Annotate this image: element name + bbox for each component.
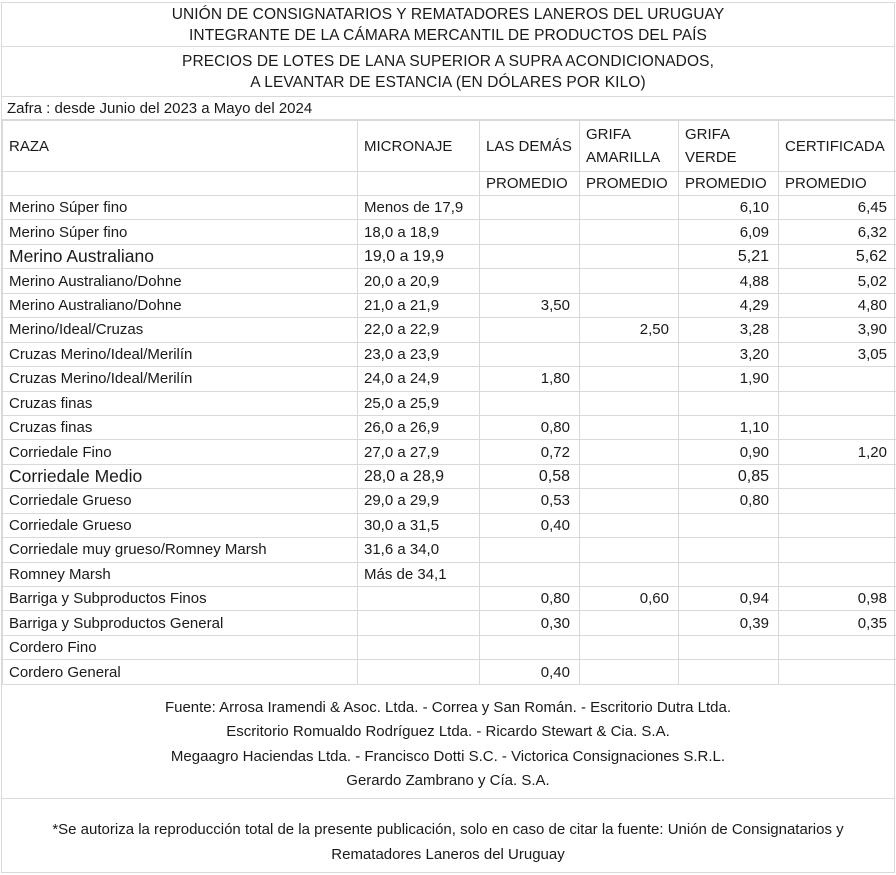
org-title-line2: INTEGRANTE DE LA CÁMARA MERCANTIL DE PRODUCTOS DEL PAÍS	[189, 26, 707, 44]
cell-raza: Corriedale Fino	[3, 440, 358, 464]
col-subheader-certificada: PROMEDIO	[779, 172, 896, 196]
cell-micronaje: 27,0 a 27,9	[358, 440, 480, 464]
cell-las_demas	[480, 220, 580, 244]
col-header-las_demas: LAS DEMÁS	[480, 121, 580, 172]
cell-grifa_amarilla	[580, 538, 679, 562]
table-row	[3, 660, 896, 684]
cell-grifa_amarilla	[580, 635, 679, 659]
table-row	[3, 196, 896, 220]
cell-certificada	[779, 367, 896, 391]
cell-raza: Cruzas finas	[3, 391, 358, 415]
cell-grifa_verde	[679, 513, 779, 537]
org-title-block	[2, 3, 894, 47]
cell-certificada: 4,80	[779, 293, 896, 317]
cell-raza: Corriedale Grueso	[3, 489, 358, 513]
cell-grifa_amarilla	[580, 293, 679, 317]
cell-certificada: 0,98	[779, 587, 896, 611]
cell-grifa_amarilla	[580, 367, 679, 391]
cell-grifa_amarilla	[580, 415, 679, 439]
cell-grifa_amarilla	[580, 342, 679, 366]
cell-micronaje	[358, 635, 480, 659]
cell-grifa_amarilla	[580, 196, 679, 220]
cell-grifa_verde: 3,28	[679, 318, 779, 342]
org-title-line1: UNIÓN DE CONSIGNATARIOS Y REMATADORES LANEROS DEL URUGUAY	[171, 5, 725, 23]
cell-las_demas	[480, 391, 580, 415]
cell-las_demas: 0,40	[480, 513, 580, 537]
cell-grifa_amarilla	[580, 489, 679, 513]
cell-certificada: 5,62	[779, 244, 896, 268]
col-header-grifa_amarilla: GRIFA AMARILLA	[580, 121, 679, 172]
col-subheader-raza	[3, 172, 358, 196]
cell-micronaje: 20,0 a 20,9	[358, 269, 480, 293]
cell-las_demas: 0,30	[480, 611, 580, 635]
table-row	[3, 318, 896, 342]
table-row	[3, 415, 896, 439]
col-subheader-grifa_verde: PROMEDIO	[679, 172, 779, 196]
cell-grifa_verde: 6,09	[679, 220, 779, 244]
cell-raza: Merino Súper fino	[3, 220, 358, 244]
cell-raza: Corriedale Medio	[3, 464, 358, 488]
cell-grifa_amarilla	[580, 464, 679, 488]
cell-raza: Barriga y Subproductos General	[3, 611, 358, 635]
cell-grifa_verde: 5,21	[679, 244, 779, 268]
fuente-line: Fuente: Arrosa Iramendi & Asoc. Ltda. - Correa y San Román. - Escritorio Dutra Ltda.	[164, 698, 732, 716]
cell-grifa_amarilla	[580, 440, 679, 464]
cell-micronaje: Más de 34,1	[358, 562, 480, 586]
table-row	[3, 538, 896, 562]
table-header-row	[3, 121, 896, 172]
cell-certificada	[779, 464, 896, 488]
cell-las_demas: 0,40	[480, 660, 580, 684]
cell-micronaje: 26,0 a 26,9	[358, 415, 480, 439]
cell-grifa_amarilla	[580, 562, 679, 586]
cell-micronaje: 21,0 a 21,9	[358, 293, 480, 317]
cell-grifa_verde: 0,90	[679, 440, 779, 464]
cell-las_demas	[480, 562, 580, 586]
report-title-line2: A LEVANTAR DE ESTANCIA (EN DÓLARES POR KILO)	[250, 73, 646, 91]
col-subheader-las_demas: PROMEDIO	[480, 172, 580, 196]
cell-certificada: 0,35	[779, 611, 896, 635]
fuente-line: Escritorio Romualdo Rodríguez Ltda. - Ricardo Stewart & Cia. S.A.	[226, 723, 670, 741]
cell-raza: Cordero General	[3, 660, 358, 684]
cell-micronaje: Menos de 17,9	[358, 196, 480, 220]
cell-grifa_verde: 4,88	[679, 269, 779, 293]
table-row	[3, 244, 896, 268]
table-row	[3, 464, 896, 488]
cell-certificada	[779, 538, 896, 562]
cell-grifa_verde: 3,20	[679, 342, 779, 366]
reproduction-note-line2: Rematadores Laneros del Uruguay	[331, 845, 565, 863]
cell-micronaje: 28,0 a 28,9	[358, 464, 480, 488]
cell-grifa_verde: 0,39	[679, 611, 779, 635]
col-subheader-micronaje	[358, 172, 480, 196]
table-row	[3, 489, 896, 513]
cell-las_demas	[480, 342, 580, 366]
table-row	[3, 611, 896, 635]
cell-grifa_amarilla: 0,60	[580, 587, 679, 611]
cell-las_demas: 0,80	[480, 415, 580, 439]
table-row	[3, 587, 896, 611]
cell-micronaje	[358, 611, 480, 635]
cell-raza: Cruzas finas	[3, 415, 358, 439]
cell-raza: Merino Súper fino	[3, 196, 358, 220]
cell-las_demas: 1,80	[480, 367, 580, 391]
cell-grifa_verde: 4,29	[679, 293, 779, 317]
cell-grifa_amarilla: 2,50	[580, 318, 679, 342]
table-row	[3, 562, 896, 586]
cell-micronaje	[358, 587, 480, 611]
table-row	[3, 513, 896, 537]
cell-las_demas	[480, 269, 580, 293]
cell-micronaje: 25,0 a 25,9	[358, 391, 480, 415]
cell-grifa_verde	[679, 635, 779, 659]
cell-raza: Cordero Fino	[3, 635, 358, 659]
cell-raza: Merino Australiano/Dohne	[3, 293, 358, 317]
reproduction-note-line1: *Se autoriza la reproducción total de la presente publicación, solo en caso de citar la fuente: Unión de Consignatarios y	[52, 820, 844, 838]
col-header-certificada: CERTIFICADA	[779, 121, 896, 172]
cell-grifa_verde: 6,10	[679, 196, 779, 220]
cell-grifa_verde	[679, 538, 779, 562]
col-subheader-grifa_amarilla: PROMEDIO	[580, 172, 679, 196]
price-bulletin-sheet	[1, 2, 895, 873]
table-row	[3, 293, 896, 317]
cell-grifa_verde	[679, 562, 779, 586]
table-row	[3, 342, 896, 366]
cell-raza: Cruzas Merino/Ideal/Merilín	[3, 367, 358, 391]
cell-las_demas	[480, 244, 580, 268]
table-header	[3, 121, 896, 196]
table-row	[3, 440, 896, 464]
cell-micronaje: 19,0 a 19,9	[358, 244, 480, 268]
cell-las_demas: 0,53	[480, 489, 580, 513]
cell-certificada: 5,02	[779, 269, 896, 293]
cell-grifa_verde	[679, 660, 779, 684]
cell-grifa_verde: 1,90	[679, 367, 779, 391]
cell-raza: Corriedale muy grueso/Romney Marsh	[3, 538, 358, 562]
cell-grifa_amarilla	[580, 220, 679, 244]
cell-grifa_amarilla	[580, 513, 679, 537]
cell-las_demas	[480, 196, 580, 220]
cell-certificada	[779, 635, 896, 659]
cell-grifa_verde: 1,10	[679, 415, 779, 439]
cell-grifa_amarilla	[580, 391, 679, 415]
cell-certificada	[779, 489, 896, 513]
cell-las_demas: 0,72	[480, 440, 580, 464]
cell-las_demas	[480, 538, 580, 562]
col-header-grifa_verde: GRIFA VERDE	[679, 121, 779, 172]
cell-certificada	[779, 562, 896, 586]
cell-raza: Merino/Ideal/Cruzas	[3, 318, 358, 342]
cell-las_demas: 3,50	[480, 293, 580, 317]
zafra-period-label: Zafra : desde Junio del 2023 a Mayo del 2024	[2, 97, 894, 120]
cell-grifa_verde	[679, 391, 779, 415]
cell-certificada: 6,32	[779, 220, 896, 244]
cell-micronaje: 22,0 a 22,9	[358, 318, 480, 342]
cell-las_demas	[480, 318, 580, 342]
table-subheader-row	[3, 172, 896, 196]
cell-grifa_verde: 0,85	[679, 464, 779, 488]
cell-micronaje: 30,0 a 31,5	[358, 513, 480, 537]
cell-grifa_verde: 0,80	[679, 489, 779, 513]
fuente-line: Megaagro Haciendas Ltda. - Francisco Dotti S.C. - Victorica Consignaciones S.R.L.	[170, 747, 726, 765]
cell-las_demas: 0,58	[480, 464, 580, 488]
cell-certificada: 1,20	[779, 440, 896, 464]
cell-certificada	[779, 660, 896, 684]
table-row	[3, 635, 896, 659]
cell-grifa_amarilla	[580, 611, 679, 635]
cell-certificada: 3,90	[779, 318, 896, 342]
cell-grifa_amarilla	[580, 660, 679, 684]
cell-grifa_amarilla	[580, 269, 679, 293]
table-row	[3, 220, 896, 244]
table-row	[3, 269, 896, 293]
cell-micronaje: 18,0 a 18,9	[358, 220, 480, 244]
fuente-line: Gerardo Zambrano y Cía. S.A.	[346, 772, 550, 790]
cell-micronaje: 31,6 a 34,0	[358, 538, 480, 562]
cell-las_demas	[480, 635, 580, 659]
report-title-block	[2, 47, 894, 97]
cell-raza: Cruzas Merino/Ideal/Merilín	[3, 342, 358, 366]
col-header-micronaje: MICRONAJE	[358, 121, 480, 172]
cell-raza: Barriga y Subproductos Finos	[3, 587, 358, 611]
cell-raza: Merino Australiano	[3, 244, 358, 268]
table-row	[3, 367, 896, 391]
table-body	[3, 196, 896, 685]
cell-certificada	[779, 415, 896, 439]
col-header-raza: RAZA	[3, 121, 358, 172]
cell-las_demas: 0,80	[480, 587, 580, 611]
table-row	[3, 391, 896, 415]
cell-grifa_amarilla	[580, 244, 679, 268]
report-title-line1: PRECIOS DE LOTES DE LANA SUPERIOR A SUPRA ACONDICIONADOS,	[182, 52, 714, 70]
cell-certificada	[779, 391, 896, 415]
cell-certificada	[779, 513, 896, 537]
cell-grifa_verde: 0,94	[679, 587, 779, 611]
fuente-block	[2, 685, 894, 799]
reproduction-note	[2, 799, 894, 867]
cell-raza: Corriedale Grueso	[3, 513, 358, 537]
cell-micronaje: 29,0 a 29,9	[358, 489, 480, 513]
cell-certificada: 3,05	[779, 342, 896, 366]
cell-raza: Merino Australiano/Dohne	[3, 269, 358, 293]
cell-raza: Romney Marsh	[3, 562, 358, 586]
cell-micronaje	[358, 660, 480, 684]
cell-micronaje: 23,0 a 23,9	[358, 342, 480, 366]
cell-micronaje: 24,0 a 24,9	[358, 367, 480, 391]
wool-price-table	[2, 120, 896, 685]
cell-certificada: 6,45	[779, 196, 896, 220]
